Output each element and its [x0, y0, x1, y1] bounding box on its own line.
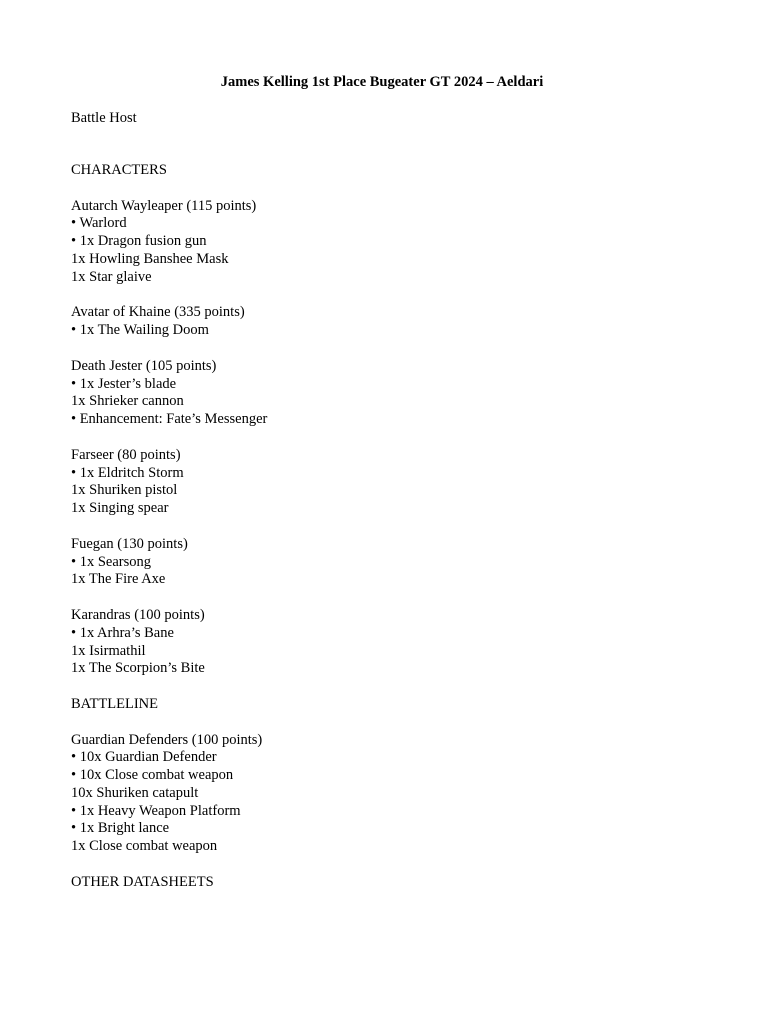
unit-wargear-line: • Enhancement: Fate’s Messenger — [71, 411, 268, 428]
unit-wargear-line: • Warlord — [71, 215, 127, 232]
unit-entry — [71, 536, 711, 589]
unit-wargear-line: • 1x Searsong — [71, 553, 151, 570]
unit-wargear-line: 1x Howling Banshee Mask — [71, 250, 229, 267]
unit-wargear-line: • 1x Bright lance — [71, 820, 170, 837]
unit-entry — [71, 732, 711, 857]
unit-name: Avatar of Khaine (335 points) — [71, 304, 245, 321]
unit-wargear-line: 10x Shuriken catapult — [71, 784, 199, 801]
unit-name: Fuegan (130 points) — [71, 535, 188, 552]
section-heading: CHARACTERS — [71, 162, 167, 178]
unit-wargear-line: 1x The Scorpion’s Bite — [71, 660, 205, 677]
section-heading: OTHER DATASHEETS — [71, 873, 214, 890]
section-heading: BATTLELINE — [71, 695, 158, 712]
section-other-datasheets — [71, 874, 711, 892]
unit-entry — [71, 198, 711, 287]
section-battleline — [71, 696, 711, 856]
unit-name: Death Jester (105 points) — [71, 357, 217, 374]
unit-name: Autarch Wayleaper (115 points) — [71, 197, 257, 214]
unit-entry — [71, 607, 711, 678]
unit-wargear-line: • 1x Eldritch Storm — [71, 464, 184, 481]
unit-wargear-line: 1x Singing spear — [71, 500, 169, 517]
document-title: James Kelling 1st Place Bugeater GT 2024 – Aeldari — [220, 74, 544, 90]
army-list — [71, 162, 711, 909]
unit-wargear-line: 1x Close combat weapon — [71, 838, 218, 855]
unit-wargear-line: • 1x Jester’s blade — [71, 375, 177, 392]
unit-wargear-line: 1x Shuriken pistol — [71, 482, 178, 499]
unit-entry — [71, 304, 711, 340]
unit-wargear-line: • 1x Heavy Weapon Platform — [71, 802, 241, 819]
section-characters — [71, 162, 711, 678]
unit-wargear-line: • 1x Dragon fusion gun — [71, 233, 207, 250]
unit-wargear-line: 1x Star glaive — [71, 268, 152, 285]
unit-wargear-line: • 1x Arhra’s Bane — [71, 624, 174, 641]
unit-wargear-line: 1x Isirmathil — [71, 642, 146, 659]
unit-wargear-line: 1x Shrieker cannon — [71, 393, 184, 410]
unit-name: Karandras (100 points) — [71, 606, 205, 623]
unit-entry — [71, 358, 711, 429]
unit-wargear-line: 1x The Fire Axe — [71, 571, 166, 588]
unit-name: Farseer (80 points) — [71, 446, 181, 463]
detachment-name: Battle Host — [71, 110, 137, 126]
unit-name: Guardian Defenders (100 points) — [71, 731, 263, 748]
unit-wargear-line: • 1x The Wailing Doom — [71, 322, 209, 339]
unit-wargear-line: • 10x Guardian Defender — [71, 749, 217, 766]
unit-wargear-line: • 10x Close combat weapon — [71, 767, 234, 784]
unit-entry — [71, 447, 711, 518]
